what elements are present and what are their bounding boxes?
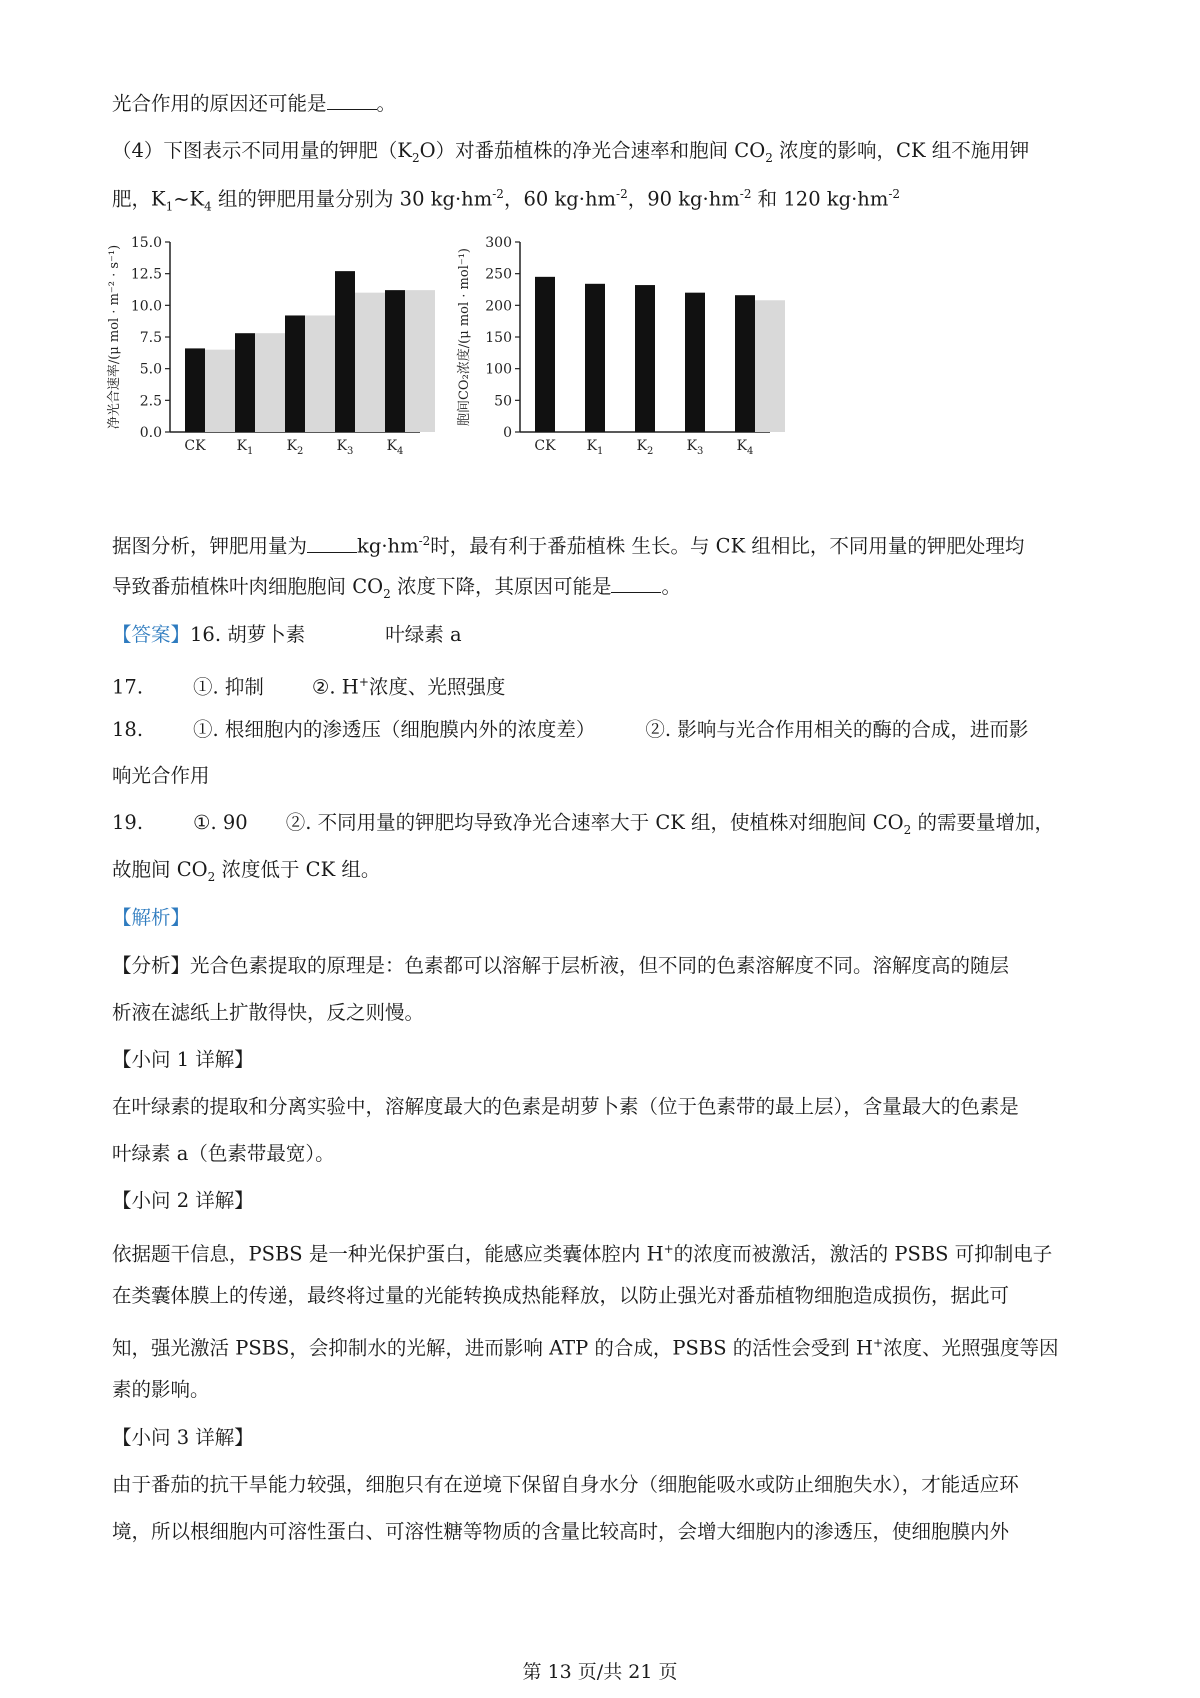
answer-17-sup: + — [358, 675, 369, 689]
chart-1-bar-shadow — [205, 350, 235, 432]
chart-2-category-label: $K_1$ — [586, 438, 604, 457]
answer-18-cont — [112, 762, 1102, 790]
chart-1-ytick-label: 10.0 — [130, 298, 162, 315]
chart-2-bar — [635, 285, 655, 432]
answer-19-part2a: ②. 不同用量的钾肥均导致净光合速率大于 CK 组，使植株对细胞间 CO — [285, 811, 904, 834]
subq-1-heading: 【小问 1 详解】 — [112, 1048, 254, 1071]
q4-sub-2: 2 — [765, 150, 773, 165]
answer-19-sub: 2 — [903, 822, 912, 837]
q4-line2-sub-4: 4 — [204, 199, 212, 214]
q4-sub: 2 — [411, 150, 420, 165]
q4-line2-sup-1: -2 — [492, 187, 504, 201]
answer-18 — [112, 716, 1102, 744]
chart-2-category-label: $K_3$ — [686, 438, 704, 457]
subq-2-text-1a: 依据题干信息，PSBS 是一种光保护蛋白，能感应类囊体腔内 H — [112, 1242, 664, 1266]
answer-16 — [112, 621, 1102, 649]
chart-2-bar — [685, 293, 705, 432]
chart-1-bar-shadow — [405, 290, 435, 432]
subq-3-heading: 【小问 3 详解】 — [112, 1426, 254, 1449]
chart-1-category-label: $K_3$ — [336, 438, 354, 457]
q4-line2-sup-3: -2 — [739, 187, 752, 201]
chart-1-category-label: CK — [184, 438, 206, 454]
chart-2-category-label: $K_2$ — [636, 438, 654, 457]
chart-2-bar — [735, 295, 755, 432]
chart-1-bar — [335, 271, 355, 432]
chart-2-ylabel: 胞间CO₂浓度/(μ mol · mol⁻¹) — [457, 247, 472, 427]
subq-2-sup-3: + — [872, 1336, 884, 1350]
q4-line2-sub-1: 1 — [165, 199, 174, 214]
fenxi-text-1: 光合色素提取的原理是：色素都可以溶解于层析液，但不同的色素溶解度不同。溶解度高的随层 — [190, 954, 1010, 977]
q4-text-3: 浓度的影响，CK 组不施用钾 — [772, 139, 1030, 162]
q4-line2-sup-2: -2 — [616, 187, 628, 201]
chart-2-ytick-label: 150 — [485, 330, 512, 346]
answer-19-cont-a: 故胞间 CO — [112, 858, 208, 881]
q4-line2-text-b: ~K — [173, 187, 205, 211]
chart-1-ytick-label: 12.5 — [130, 266, 162, 283]
subq-2-line-3 — [112, 1329, 1102, 1363]
answer-18-part1: ①. 根细胞内的渗透压（细胞膜内外的浓度差） — [193, 718, 596, 741]
question-4-line-2 — [112, 180, 1102, 220]
subq-3-line-2: 境，所以根细胞内可溶性蛋白、可溶性糖等物质的含量比较高时，会增大细胞内的渗透压，使细胞膜内外 — [112, 1520, 1010, 1543]
chart-1-ytick-label: 5.0 — [139, 361, 162, 378]
subq-1-line-1: 在叶绿素的提取和分离实验中，溶解度最大的色素是胡萝卜素（位于色素带的最上层），含量最大的色素是 — [112, 1095, 1019, 1118]
q4-line2-text-f: 和 120 kg·hm — [751, 187, 889, 211]
subq-2-text-3b: 浓度、光照强度等因 — [883, 1336, 1059, 1360]
chart-2-ytick-label: 300 — [485, 235, 512, 251]
answer-blank — [327, 91, 377, 110]
subq-1-line-2: 叶绿素 a（色素带最宽）。 — [112, 1142, 335, 1165]
q-text-b: kg·hm — [357, 534, 419, 558]
subq-2-line-2: 在类囊体膜上的传递，最终将过量的光能转换成热能释放，以防止强光对番茄植物细胞造成损伤，据此可 — [112, 1284, 1010, 1307]
answer-19-cont — [112, 856, 1102, 891]
chart-1-category-label: $K_4$ — [386, 438, 404, 457]
question-4-line-3 — [112, 527, 1102, 561]
chart-2-ytick-label: 100 — [485, 361, 512, 378]
answer-18-num: 18. — [112, 718, 144, 741]
q4-line2-text-a: 肥，K — [112, 187, 166, 211]
chart-1-ytick-label: 15.0 — [130, 235, 162, 251]
answer-17-part1: ①. 抑制 — [193, 675, 264, 699]
subq-2-line-1 — [112, 1235, 1102, 1269]
q-sup: -2 — [418, 534, 431, 548]
chart-2-bar — [585, 284, 605, 432]
q-text-end: 。 — [661, 575, 681, 598]
answer-17-num: 17. — [112, 675, 144, 699]
chart-1-ytick-label: 7.5 — [139, 330, 162, 346]
subq-2-heading: 【小问 2 详解】 — [112, 1189, 254, 1212]
answer-19-part1: ①. 90 — [193, 811, 248, 834]
chart-1-bar — [385, 290, 405, 432]
q4-line2-text-d: ，60 kg·hm — [503, 187, 617, 211]
answer-17 — [112, 668, 1102, 702]
analysis-tag: 【解析】 — [112, 906, 191, 929]
answer-16-part1: 胡萝卜素 — [227, 623, 306, 646]
chart-2-ytick-label: 200 — [485, 298, 512, 315]
answer-tag: 【答案】 — [112, 623, 191, 646]
answer-16-num: 16. — [190, 623, 222, 646]
chart-2-ytick-label: 250 — [485, 266, 512, 283]
answer-19-cont-sub: 2 — [207, 869, 216, 884]
chart-2-ytick-label: 0 — [503, 425, 512, 441]
chart-1-category-label: $K_2$ — [286, 438, 304, 457]
intro-text-end: 。 — [376, 92, 397, 115]
q4-text-2: O）对番茄植株的净光合速率和胞间 CO — [419, 139, 766, 162]
chart-1-bar — [285, 315, 305, 432]
subq-2-text-3a: 知，强光激活 PSBS，会抑制水的光解，进而影响 ATP 的合成，PSBS 的活性会受到 H — [112, 1336, 873, 1360]
q4-line2-text-c: 组的钾肥用量分别为 30 kg·hm — [211, 187, 493, 211]
question-4-line-1 — [112, 137, 1102, 172]
answer-19-cont-b: 浓度低于 CK 组。 — [215, 858, 381, 881]
answer-19 — [112, 809, 1102, 844]
q-text-a: 据图分析，钾肥用量为 — [112, 534, 308, 558]
answer-16-part2: 叶绿素 a — [385, 623, 462, 646]
chart-1-bar-shadow — [355, 293, 385, 432]
page-footer: 第 13 页/共 21 页 — [522, 1661, 678, 1683]
fenxi-tag: 【分析】 — [112, 954, 191, 977]
subq-2-line-4: 素的影响。 — [112, 1378, 210, 1401]
chart-1-ytick-label: 2.5 — [139, 393, 162, 410]
answer-19-part2b: 的需要量增加， — [911, 811, 1054, 834]
fenxi-line-2: 析液在滤纸上扩散得快，反之则慢。 — [112, 1001, 425, 1024]
answer-blank — [611, 574, 661, 593]
chart-1-bar-shadow — [255, 333, 285, 432]
answer-19-num: 19. — [112, 811, 144, 834]
question-4-line-4 — [112, 573, 1102, 608]
chart-2-category-label: $K_4$ — [736, 438, 754, 457]
answer-18-cont-text: 响光合作用 — [112, 764, 210, 787]
chart-1-bar — [235, 333, 255, 432]
answer-18-part2: ②. 影响与光合作用相关的酶的合成，进而影 — [645, 718, 1029, 741]
intro-line-1 — [112, 90, 1102, 118]
chart-2-bar — [535, 277, 555, 432]
subq-3-line-1: 由于番茄的抗干旱能力较强，细胞只有在逆境下保留自身水分（细胞能吸水或防止细胞失水），才能适应环 — [112, 1473, 1019, 1496]
chart-1-category-label: $K_1$ — [236, 438, 254, 457]
q-sub: 2 — [383, 586, 391, 601]
answer-blank — [307, 534, 357, 553]
subq-2-text-1b: 的浓度而被激活，激活的 PSBS 可抑制电子 — [673, 1242, 1053, 1266]
chart-1-bar-shadow — [305, 315, 335, 432]
chart-2-ytick-label: 50 — [494, 393, 512, 410]
q-text-e: 浓度下降，其原因可能是 — [390, 575, 612, 598]
chart-1-bar — [185, 348, 205, 432]
q-text-c: 时，最有利于番茄植株 生长。与 CK 组相比，不同用量的钾肥处理均 — [430, 534, 1025, 558]
subq-2-sup-1: + — [663, 1242, 674, 1256]
answer-17-part2b: 浓度、光照强度 — [368, 675, 506, 699]
q4-line2-text-e: ，90 kg·hm — [627, 187, 740, 211]
chart-2-category-label: CK — [534, 438, 556, 454]
q-text-d: 导致番茄植株叶肉细胞胞间 CO — [112, 575, 384, 598]
charts-figure — [100, 228, 820, 508]
q4-text-1: （4）下图表示不同用量的钾肥（K — [112, 139, 412, 162]
chart-1-ytick-label: 0.0 — [139, 425, 162, 441]
chart-1-ylabel: 净光合速率/(μ mol · m⁻² · s⁻¹) — [107, 244, 122, 430]
fenxi-line-1 — [112, 952, 1102, 980]
chart-2-bar-shadow — [755, 300, 785, 432]
intro-text: 光合作用的原因还可能是 — [112, 92, 327, 115]
answer-17-part2a: ②. H — [311, 675, 359, 699]
q4-line2-sup-4: -2 — [888, 187, 901, 201]
